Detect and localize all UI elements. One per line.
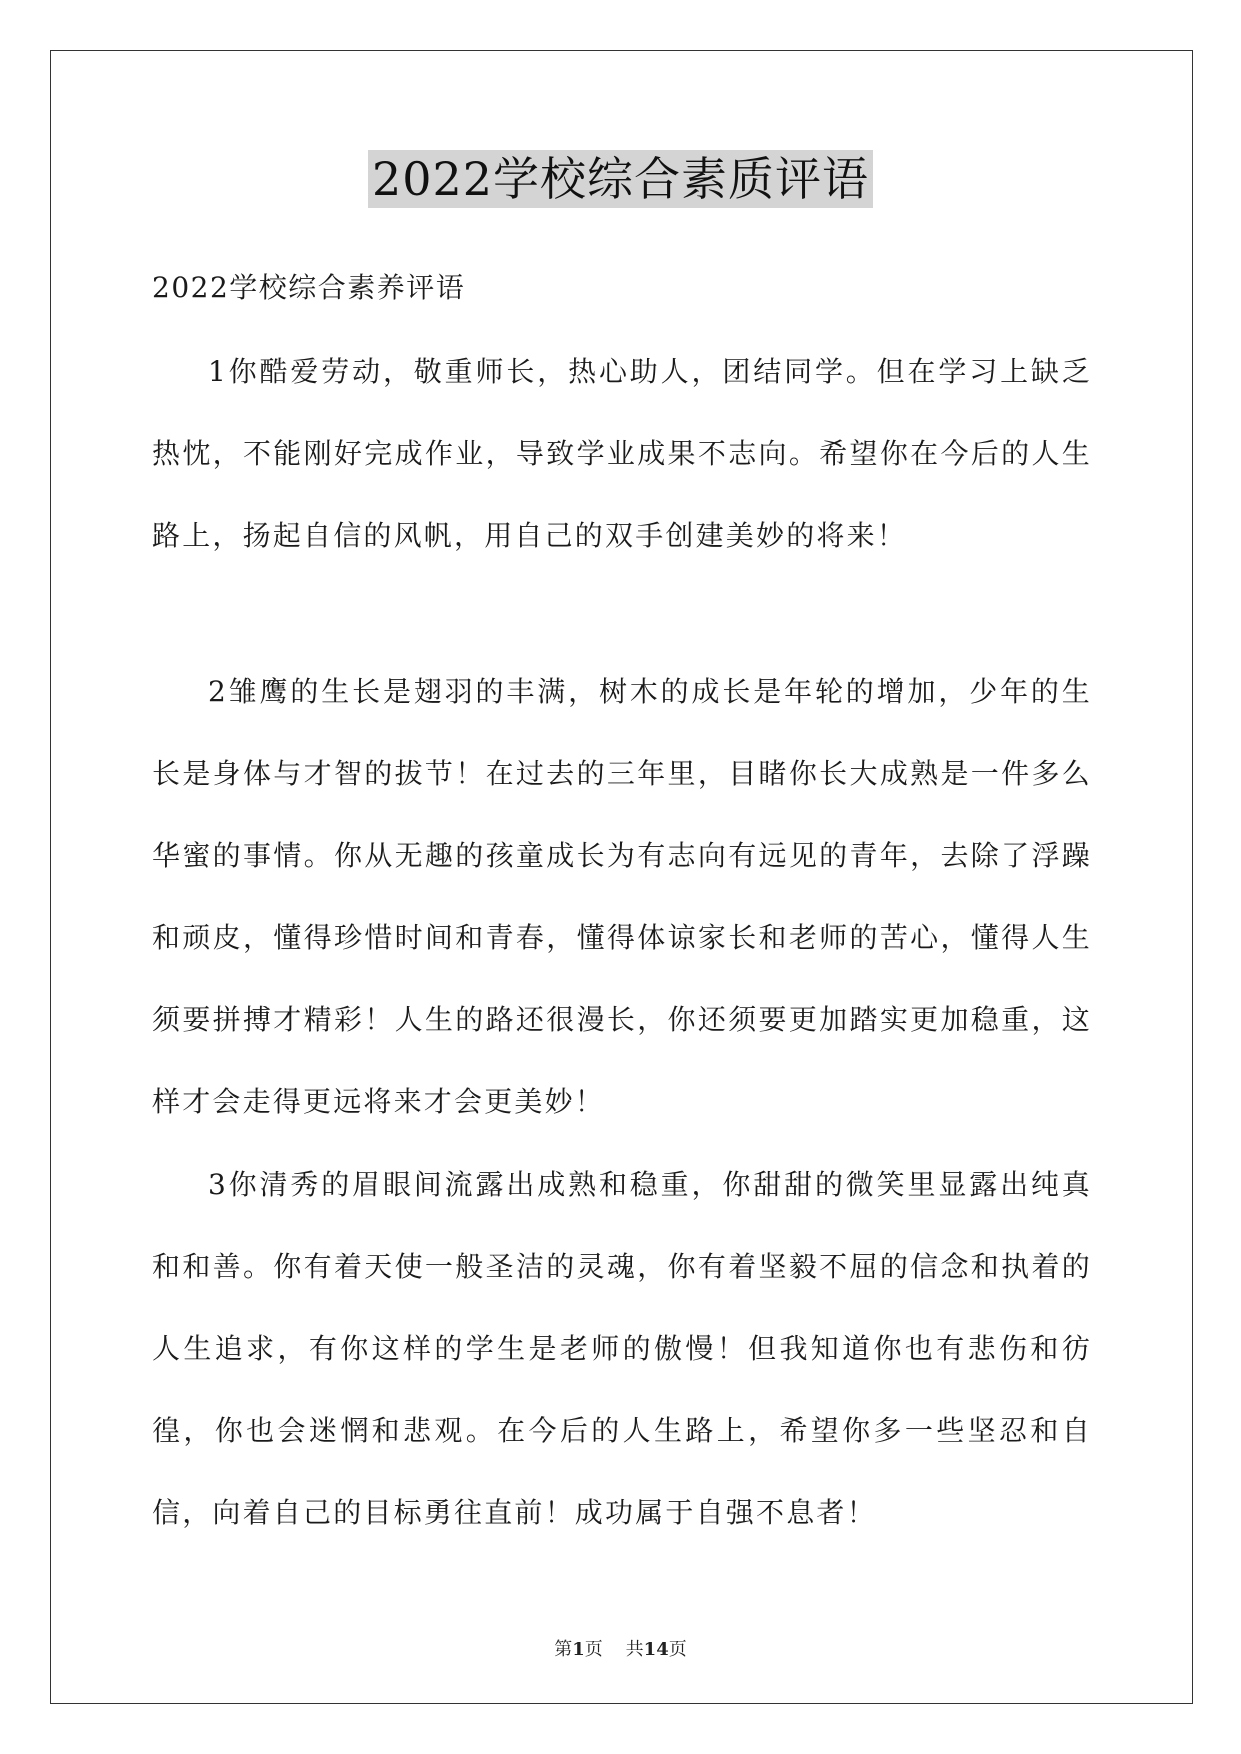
title-container <box>0 150 1241 208</box>
total-pages: 14 <box>643 1639 669 1660</box>
document-title: 2022学校综合素质评语 <box>368 150 873 208</box>
page-number: 1 <box>572 1639 585 1660</box>
paragraph-1: 1你酷爱劳动，敬重师长，热心助人，团结同学。但在学习上缺乏热忱，不能刚好完成作业，导致学业成果不志向。希望你在今后的人生路上，扬起自信的风帆，用自己的双手创建美妙的将来！ <box>152 355 1092 552</box>
document-subtitle: 2022学校综合素养评语 <box>152 271 466 304</box>
paragraph-3: 3你清秀的眉眼间流露出成熟和稳重，你甜甜的微笑里显露出纯真和和善。你有着天使一般圣洁的灵魂，你有着坚毅不屈的信念和执着的人生追求，有你这样的学生是老师的傲慢！但我知道你也有悲伤和彷徨，你也会迷惘和悲观。在今后的人生路上，希望你多一些坚忍和自信，向着自己的目标勇往直前！成功属于自强不息者！ <box>152 1168 1092 1529</box>
page-suffix: 页 <box>584 1639 603 1660</box>
page-prefix: 第 <box>554 1639 573 1660</box>
total-suffix: 页 <box>668 1639 687 1660</box>
total-prefix: 共 <box>625 1639 644 1660</box>
page-footer <box>0 1635 1241 1661</box>
paragraph-2: 2雏鹰的生长是翅羽的丰满，树木的成长是年轮的增加，少年的生长是身体与才智的拔节！在过去的三年里，目睹你长大成熟是一件多么华蜜的事情。你从无趣的孩童成长为有志向有远见的青年，去除了浮躁和顽皮，懂得珍惜时间和青春，懂得体谅家长和老师的苦心，懂得人生须要拼搏才精彩！人生的路还很漫长，你还须要更加踏实更加稳重，这样才会走得更远将来才会更美妙！ <box>152 675 1092 1118</box>
